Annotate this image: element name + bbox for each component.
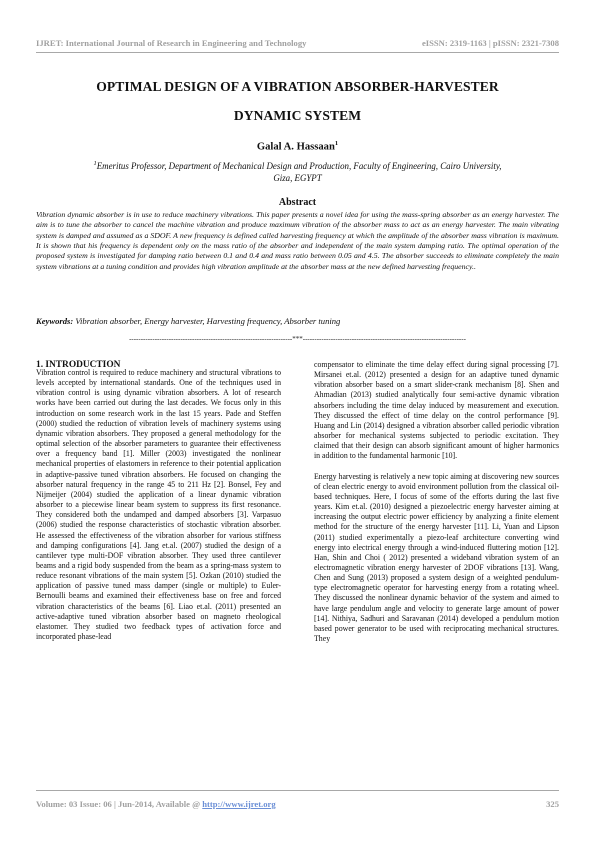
affiliation-line-1: Emeritus Professor, Department of Mechanical Design and Production, Faculty of Engineering, Cairo University, (96, 160, 502, 171)
paper-title (36, 72, 559, 130)
author-name: Galal A. Hassaan (256, 141, 335, 153)
author (36, 140, 559, 153)
paragraph: compensator to eliminate the time delay effect during signal processing [7]. Mirsanei et.al. (2012) presented a design for an adaptive tuned dynamic vibration absorber based on a smart slider-crank mechanism [8]. Shen and Ahmadian (2013) studied analytically four semi-active dynamic vibration absorbers including the time delay induced by measurement and execution. They discussed the effect of time delay on the control performance [9]. Huang and Lin (2014) designed a vibration absorber called periodic vibration absorber for mechanical systems subjected to periodic excitation. They claimed that their design can absorb significant amount of higher harmonics in addition to the fundamental harmonic [10]. (314, 360, 559, 461)
header-rule (36, 52, 559, 53)
abstract-text: Vibration dynamic absorber is in use to reduce machinery vibrations. This paper presents a novel idea for using the mass-spring absorber as an energy harvester. The aim is to tune the absorber to cancel the machine vibration and produce maximum vibration of the absorber mass to act as an energy harvester. The main vibrating system is damped and assumed as a SDOF. A new frequency is defined called harvesting frequency at which the amplitude of the absorber mass vibration is maximum. It is shown that his frequency is dependent only on the mass ratio of the absorber and independent of the main system damping ratio. The optimal operation of the proposed system is investigated for damping ratio between 0.1 and 0.4 and mass ratio between 0.05 and 4.5. The absorber succeeds to eliminate completely the main system vibrations at a tuning condition and provides high vibration amplitude at the absorber mass at the new defined harvesting frequency.. (36, 210, 559, 271)
journal-link[interactable]: http://www.ijret.org (202, 799, 276, 809)
keywords-text: Vibration absorber, Energy harvester, Harvesting frequency, Absorber tuning (75, 316, 341, 326)
author-sup: 1 (334, 140, 339, 147)
section-heading: 1. INTRODUCTION (36, 360, 121, 370)
title-line-2: DYNAMIC SYSTEM (233, 108, 362, 123)
affiliation-line-2: Giza, EGYPT (273, 172, 322, 183)
keywords (36, 316, 559, 326)
paragraph: Vibration control is required to reduce machinery and structural vibrations to levels accepted by international standards. One of the techniques used in vibration control is using dynamic vibration absorbers. A lot of research works have been carried out during the last decades. We focus only in this introduction on some research work in the last 15 years. Pade and Steffen (2000) studied the reduction of vibration levels of machinery systems using dynamic vibration absorbers. They proposed a general methodology for the optimal selection of the absorber parameters to guarantee their effectiveness over a frequency band [1]. Miller (2003) investigated the nonlinear mechanical properties of elastomers in reference to their potential application in adaptive-passive tuned vibration absorbers. He focused on changing the absorber natural frequency in the range 45 to 211 Hz [2]. Bonsel, Fey and Nijmeijer (2004) studied the application of a linear dynamic vibration absorber to a piecewise linear beam system to suppress its first resonance. They considered both the undamped and damped absorbers [3]. Varpasuo (2006) studied the response characteristics of stochastic vibration absorber. He assessed the effectiveness of the vibration absorber for various stiffness and damping configurations [4]. Jang et.al. (2007) studied the design of a cantilever type multi-DOF vibration absorber. They used three cantilever beams and a rigid body suspended from the beam as a spring-mass system to reduce resonant vibrations of the main system [5]. Ozkan (2010) studied the application of passive tuned mass damper (single or multiple) to Euler-Bernoulli beams and examined their effectiveness base on free and forced vibration characteristics of the beams [6]. Liao et.al. (2011) presented an active-adaptive tuned vibration absorber based on magneto rheological elastomer. They studied two feedback types of activation force and incorporated phase-lead (36, 368, 281, 642)
separator: ----------------------------------------------------------------------***---------------------------------------------------------------------- (129, 335, 466, 343)
title-line-1: OPTIMAL DESIGN OF A VIBRATION ABSORBER-HARVESTER (96, 79, 499, 94)
column-left (36, 368, 281, 642)
keywords-label: Keywords: (36, 316, 74, 326)
affiliation (50, 158, 545, 184)
column-right (314, 360, 559, 644)
affiliation-sup: 1 (93, 160, 97, 167)
running-footer (36, 799, 559, 813)
abstract-heading: Abstract (278, 197, 317, 208)
footer-prefix: Volume: 03 Issue: 06 | Jun-2014, Available @ (36, 799, 203, 809)
footer-rule (36, 790, 559, 791)
page-number: 325 (546, 799, 559, 809)
footer-volume (36, 799, 276, 809)
paragraph: Energy harvesting is relatively a new topic aiming at discovering new sources of clean electric energy to avoid environment pollution from the classical oil-based techniques. Here, I focus of some of the efforts during the last five years. Kim et.al. (2010) designed a piezoelectric energy harvester aiming at increasing the output electric power efficiency by analyzing a finite element method for the structure of the energy harvester [11]. Li, Yuan and Lipson (2011) studied experimentally a piezo-leaf architecture converting wind energy into electrical energy through a wind-induced fluttering motion [12]. Han, Shin and Choi ( 2012) presented a wideband vibration system of an electromagnetic vibration energy harvester of 2DOF vibrations [13]. Wang, Chen and Sung (2013) proposed a system design of a weighted pendulum-type electromagnetic operator for harvesting energy from a rotating wheel. They discussed the nonlinear dynamic behavior of the system and aimed to have large pendulum angle and velocity to generate large amount of power [14]. Nithiya, Sadhuri and Saravanan (2014) developed a pendulum motion based power generator to be used with reciprocating mechanical structures. They (314, 471, 559, 644)
issn: eISSN: 2319-1163 | pISSN: 2321-7308 (421, 38, 559, 48)
running-header (36, 38, 559, 52)
journal-name: IJRET: International Journal of Research in Engineering and Technology (36, 38, 307, 48)
